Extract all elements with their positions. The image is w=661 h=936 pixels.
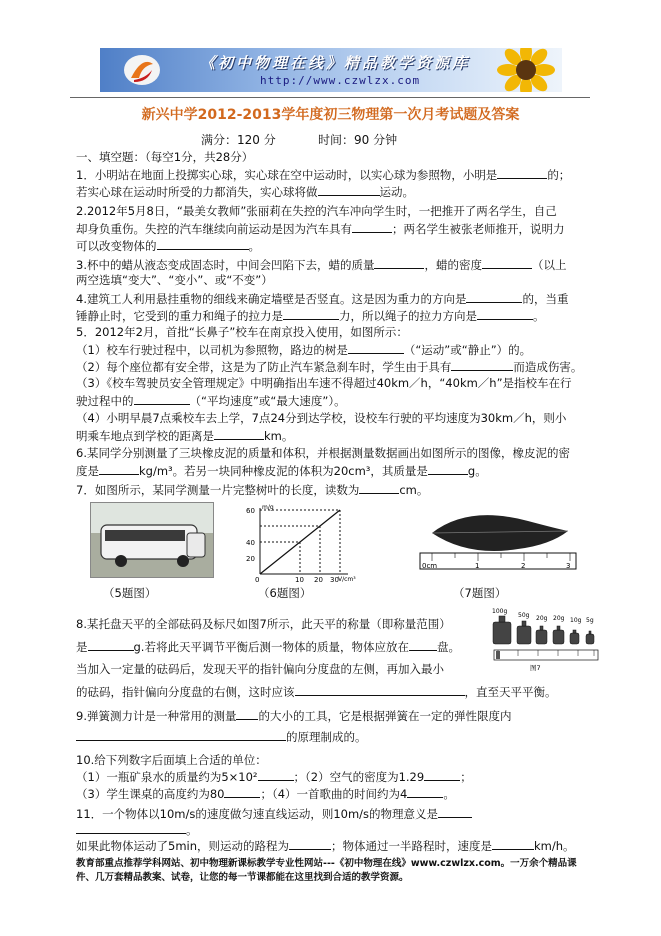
question-6: 6.某同学分别测量了三块橡皮泥的质量和体积，并根据测量数据画出如图所示的图像，橡皮泥的密 <box>76 446 570 460</box>
graph-x-tick: 30 <box>330 576 339 582</box>
graph-x-tick: 10 <box>295 576 304 582</box>
weight-label: 5g <box>586 617 594 624</box>
question-5-1: （1）校车行驶过程中，以司机为参照物，路边的树是 （“运动”或“静止”）的。 <box>76 343 532 357</box>
question-10-3: （3）学生课桌的高度约为80 ；（4）一首歌曲的时间约为4 。 <box>76 787 455 801</box>
answer-blank[interactable] <box>451 358 513 371</box>
question-1: 1．小明站在地面上投掷实心球，实心球在空中运动时，以实心球为参照物，小明是 的； <box>76 168 571 182</box>
weight-label: 10g <box>570 617 582 624</box>
answer-blank[interactable] <box>157 237 249 250</box>
question-9: 9.弹簧测力计是一种常用的测量 的大小的工具，它是根据弹簧在一定的弹性限度内 <box>76 709 512 723</box>
answer-blank[interactable] <box>424 768 460 781</box>
header-banner <box>100 48 562 92</box>
school-bus-icon <box>91 503 213 577</box>
answer-blank[interactable] <box>438 805 472 818</box>
answer-blank[interactable] <box>492 837 534 850</box>
answer-blank[interactable] <box>477 307 533 320</box>
leaf-ruler-figure <box>418 503 578 575</box>
graph-x-label: V/cm³ <box>338 576 356 582</box>
graph-x-tick: 0 <box>255 576 260 582</box>
question-4: 4.建筑工人利用悬挂重物的细线来确定墙壁是否竖直。这是因为重力的方向是 的，当重 <box>76 292 569 306</box>
question-5: 5．2012年2月，首批“长鼻子”校车在南京投入使用，如图所示： <box>76 325 408 339</box>
ruler-tick: 3 <box>566 562 571 570</box>
weight-label: 20g <box>536 615 548 622</box>
answer-blank[interactable] <box>466 290 522 303</box>
answer-blank[interactable] <box>283 307 339 320</box>
figure-7-caption: （7题图） <box>453 586 507 600</box>
answer-blank[interactable] <box>407 785 443 798</box>
answer-blank[interactable] <box>76 821 186 834</box>
answer-blank[interactable] <box>374 256 424 269</box>
graph-x-tick: 20 <box>314 576 323 582</box>
exam-time: 时间：90 分钟 <box>318 133 398 147</box>
answer-blank[interactable] <box>134 392 190 405</box>
question-11-cont2: 如果此物体运动了5min，则运动的路程为 ；物体通过一半路程时，速度是 km/h。 <box>76 839 575 853</box>
answer-blank[interactable] <box>295 683 465 696</box>
question-8-cont: 是 g.若将此天平调节平衡后测一物体的质量，物体应放在 盘。 <box>76 640 460 654</box>
figure-5-caption: （5题图） <box>103 586 157 600</box>
question-8-cont3: 的砝码，指针偏向分度盘的右侧，这时应该 ，直至天平平衡。 <box>76 685 557 699</box>
footer-line-1: 教育部重点推荐学科网站、初中物理新课标教学专业性网站---《初中物理在线》www.czwlzx.com。一万余个精品课 <box>76 858 577 869</box>
question-5-3: （3）《校车驾驶员安全管理规定》中明确指出车速不得超过40km／h，“40km／h”是指校车在行 <box>76 376 572 390</box>
answer-blank[interactable] <box>497 166 547 179</box>
graph-y-tick: 20 <box>246 555 255 563</box>
ruler-tick: 2 <box>521 562 526 570</box>
ruler-unit: 0cm <box>422 562 438 570</box>
question-5-3-cont: 驶过程中的 （“平均速度”或“最大速度”）。 <box>76 394 346 408</box>
answer-blank[interactable] <box>352 220 392 233</box>
answer-blank[interactable] <box>258 768 294 781</box>
answer-blank[interactable] <box>289 837 331 850</box>
question-2-cont2: 可以改变物体的 。 <box>76 239 260 253</box>
answer-blank[interactable] <box>409 638 437 651</box>
weight-label: 20g <box>553 615 565 622</box>
question-5-2: （2）每个座位都有安全带，这是为了防止汽车紧急刹车时，学生由于具有 而造成伤害。 <box>76 360 583 374</box>
banner-title: 《初中物理在线》精品教学资源库 <box>200 54 471 72</box>
question-3: 3.杯中的蜡从液态变成固态时，中间会凹陷下去，蜡的质量 ，蜡的密度 （以上 <box>76 258 567 272</box>
graph-y-tick: 60 <box>246 507 255 515</box>
question-5-4: （4）小明早晨7点乘校车去上学，7点24分到达学校，设校车行驶的平均速度为30km／h，则小 <box>76 411 567 425</box>
question-6-cont: 度是 kg/m³。若另一块同种橡皮泥的体积为20cm³，其质量是 g。 <box>76 464 487 478</box>
answer-blank[interactable] <box>348 341 404 354</box>
graph-y-tick: 40 <box>246 539 255 547</box>
figure-7-label: 图7 <box>530 664 541 672</box>
question-1-cont: 若实心球在运动时所受的力都消失，实心球将做 运动。 <box>76 185 414 199</box>
answer-blank[interactable] <box>318 183 380 196</box>
full-marks: 满分：120 分 <box>201 133 276 147</box>
school-bus-photo <box>90 502 214 578</box>
answer-blank[interactable] <box>214 427 264 440</box>
question-3-cont: 两空选填“变大”、“变小”、或“不变”） <box>76 273 273 287</box>
question-5-4-cont: 明乘车地点到学校的距离是 km。 <box>76 429 294 443</box>
question-10: 10.给下列数字后面填上合适的单位： <box>76 753 267 767</box>
question-4-cont: 锤静止时，它受到的重力和绳子的拉力是 力，所以绳子的拉力方向是 。 <box>76 309 545 323</box>
answer-blank[interactable] <box>428 462 468 475</box>
answer-blank[interactable] <box>88 638 134 651</box>
weight-label: 50g <box>518 612 530 619</box>
weight-label: 100g <box>492 608 508 615</box>
header-rule <box>70 97 590 98</box>
answer-blank[interactable] <box>76 728 286 741</box>
answer-blank[interactable] <box>224 785 260 798</box>
weights-and-scale-figure <box>490 606 600 674</box>
question-2-cont: 却身负重伤。失控的汽车继续向前运动是因为汽车具有 ；两名学生被张老师推开，说明力 <box>76 222 565 236</box>
question-11: 11．一个物体以10m/s的速度做匀速直线运动，则10m/s的物理意义是 <box>76 805 472 822</box>
answer-blank[interactable] <box>482 256 532 269</box>
answer-blank[interactable] <box>99 462 139 475</box>
figure-6-caption: （6题图） <box>258 586 312 600</box>
graph-y-label: m/g <box>262 504 274 511</box>
question-9-cont: 的原理制成的。 <box>76 728 367 745</box>
question-8: 8.某托盘天平的全部砝码及标尺如图7所示，此天平的称量（即称量范围） <box>76 617 451 631</box>
site-logo-icon <box>122 52 162 88</box>
question-2: 2.2012年5月8日，“最美女教师”张丽莉在失控的汽车冲向学生时，一把推开了两名学生，自己 <box>76 204 557 218</box>
answer-blank[interactable] <box>236 707 258 720</box>
banner-url: http://www.czwlzx.com <box>260 74 421 87</box>
question-10-1: （1）一瓶矿泉水的质量约为5×10² ；（2）空气的密度为1.29 ； <box>76 770 472 784</box>
footer-line-2: 件、几万套精品教案、试卷，让您的每一节课都能在这里找到合适的教学资源。 <box>76 872 409 883</box>
question-8-cont2: 当加入一定量的砝码后，发现天平的指针偏向分度盘的左侧，再加入最小 <box>76 662 444 676</box>
page-title: 新兴中学2012-2013学年度初三物理第一次月考试题及答案 <box>141 107 520 123</box>
section-heading: 一、填空题：（每空1分，共28分） <box>76 150 254 164</box>
question-7: 7．如图所示，某同学测量一片完整树叶的长度，读数为 cm。 <box>76 483 429 497</box>
question-11-cont: 。 <box>76 821 198 838</box>
answer-blank[interactable] <box>359 481 399 494</box>
mass-volume-graph <box>240 502 360 582</box>
sunflower-icon <box>496 48 556 92</box>
ruler-tick: 1 <box>475 562 480 570</box>
